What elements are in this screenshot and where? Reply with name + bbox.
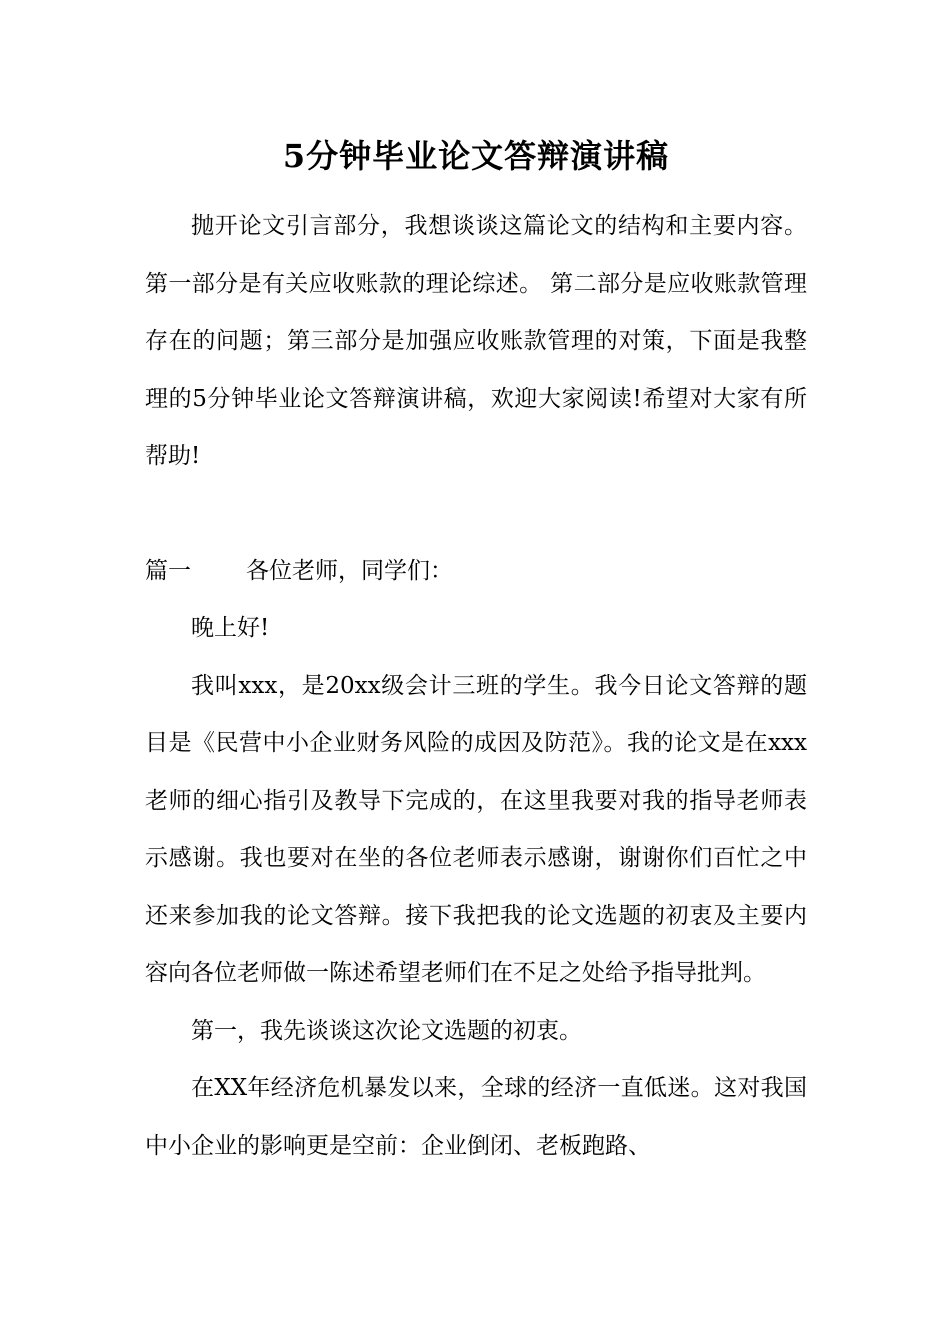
document-title: 5分钟毕业论文答辩演讲稿 (282, 137, 670, 175)
section-heading (145, 543, 807, 601)
greeting-paragraph: 晚上好! (191, 615, 270, 641)
blank-line (145, 486, 807, 543)
background-paragraph: 在XX年经济危机暴发以来，全球的经济一直低迷。这对我国中小企业的影响更是空前：企业倒闭、老板跑路、 (145, 1075, 807, 1159)
topic-heading-paragraph: 第一，我先谈谈这次论文选题的初衷。 (191, 1017, 582, 1044)
section-label: 篇一 (145, 557, 191, 584)
salutation: 各位老师，同学们： (246, 557, 453, 584)
intro-paragraph: 抛开论文引言部分，我想谈谈这篇论文的结构和主要内容。 第一部分是有关应收账款的理论综述。 第二部分是应收账款管理存在的问题；第三部分是加强应收账款管理的对策，下面是我整理的5分钟毕业论文答辩演讲稿，欢迎大家阅读!希望对大家有所帮助! (145, 213, 807, 469)
introduction-paragraph: 我叫xxx，是20xx级会计三班的学生。我今日论文答辩的题目是《民营中小企业财务风险的成因及防范》。我的论文是在xxx老师的细心指引及教导下完成的，在这里我要对我的指导老师表示感谢。我也要对在坐的各位老师表示感谢，谢谢你们百忙之中还来参加我的论文答辩。接下我把我的论文选题的初衷及主要内容向各位老师做一陈述希望老师们在不足之处给予指导批判。 (145, 672, 807, 986)
